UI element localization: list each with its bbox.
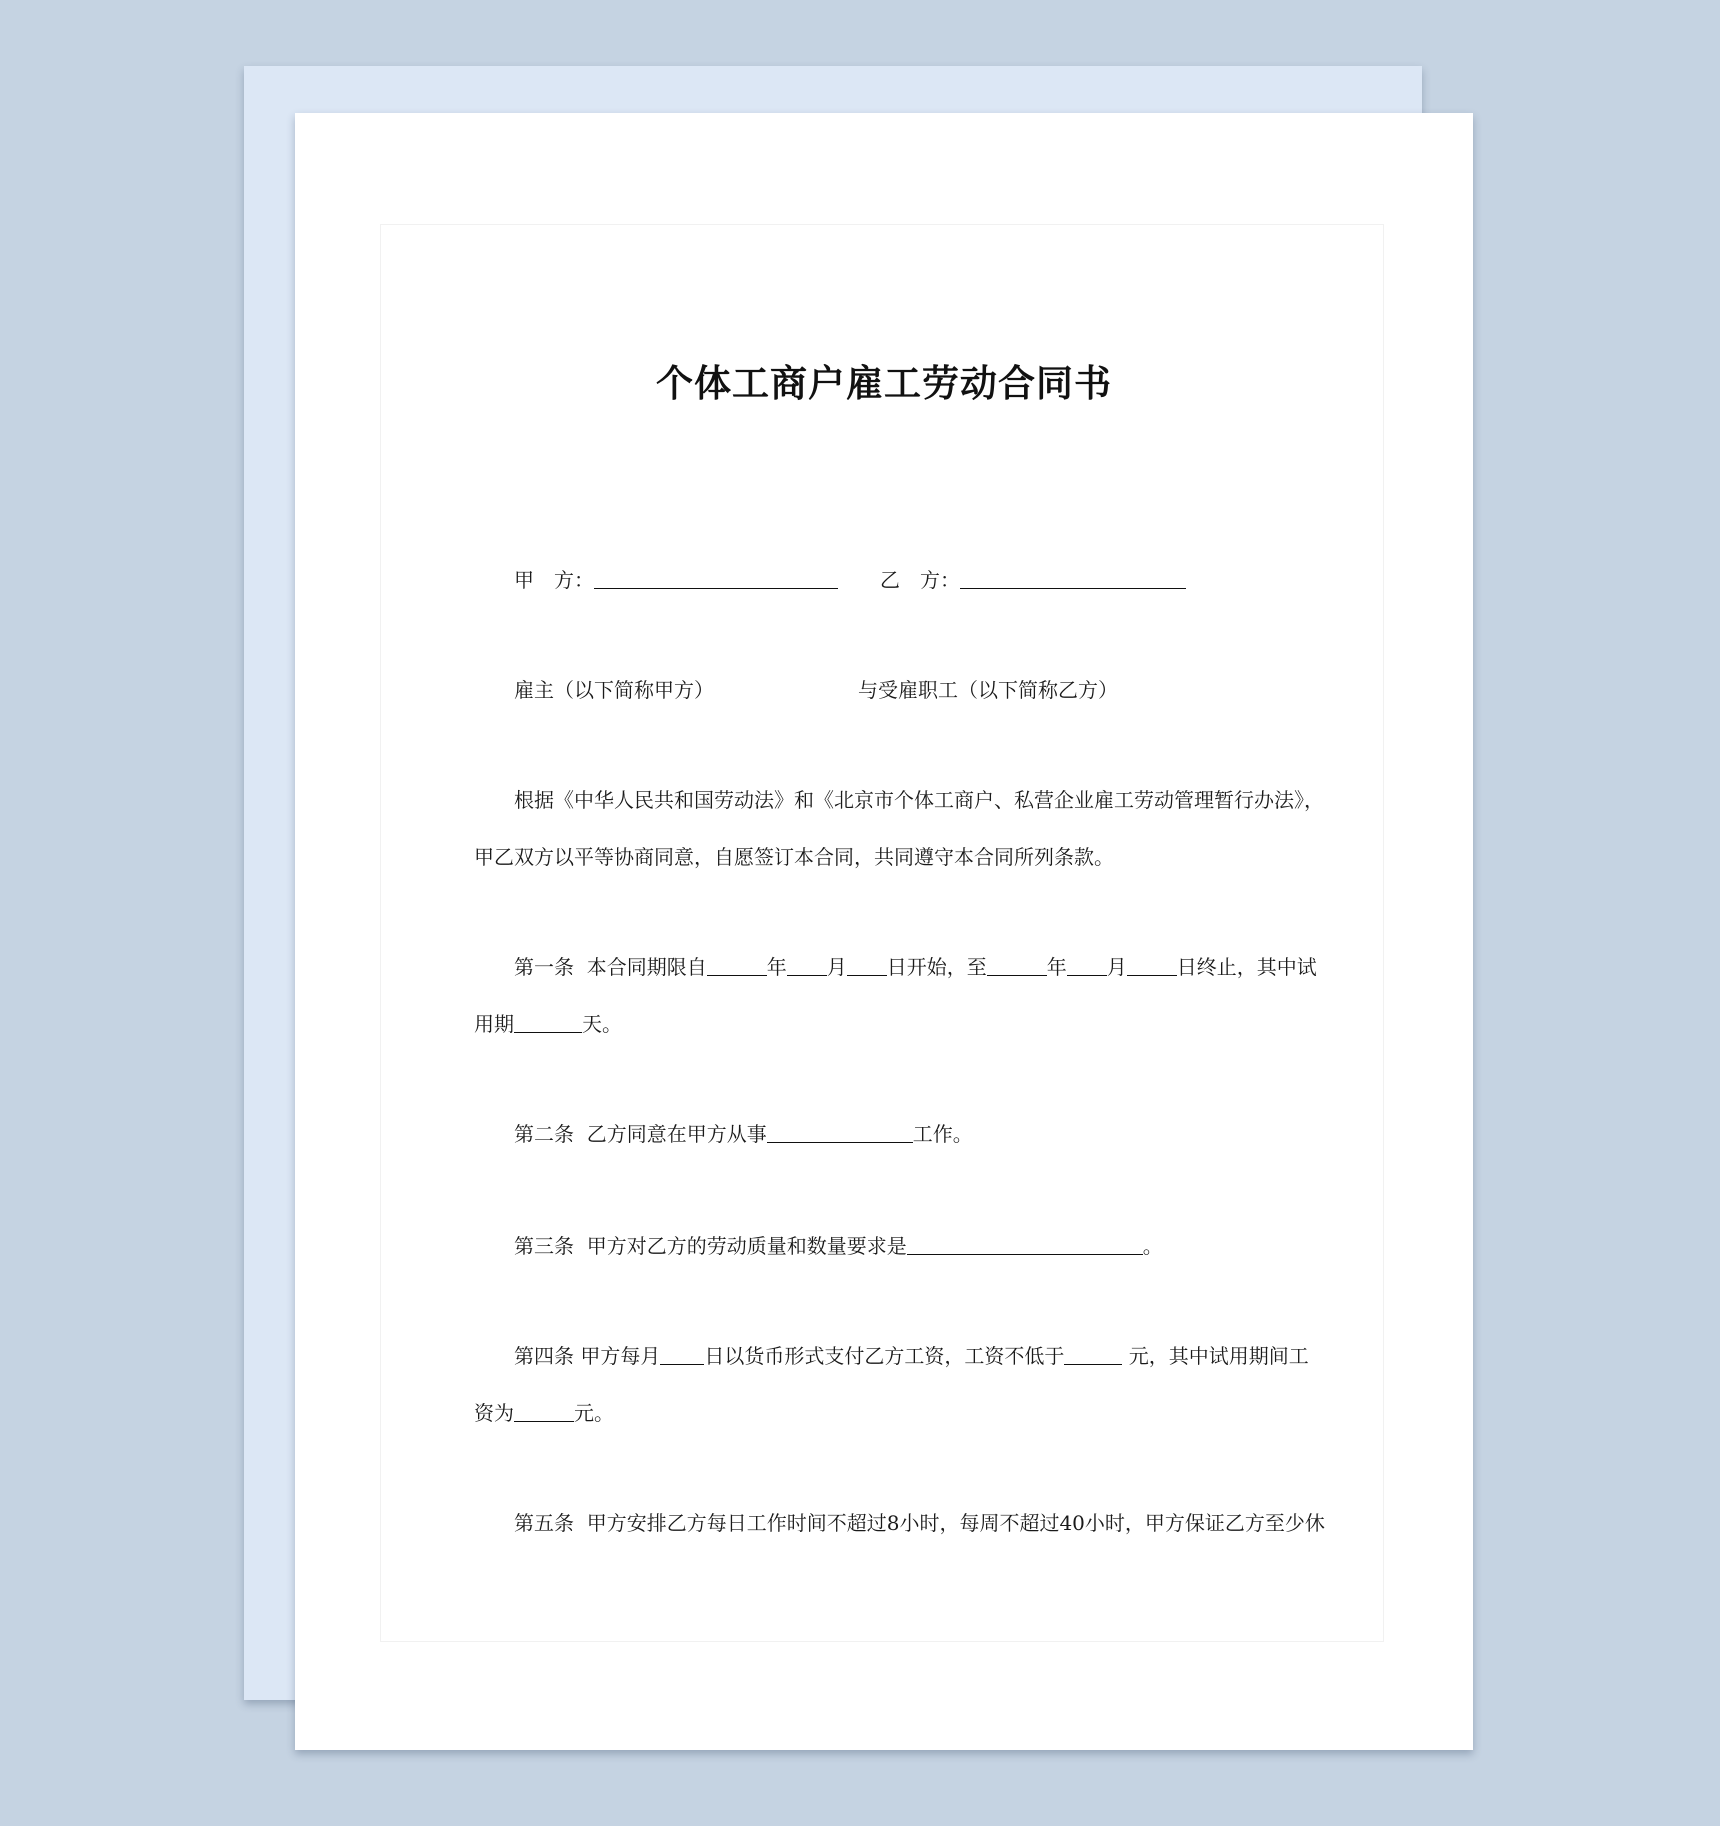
article-3-text-end: 。	[1142, 1234, 1163, 1258]
party-b-blank	[960, 568, 1186, 589]
start-year-blank	[707, 955, 767, 976]
job-blank	[767, 1122, 913, 1143]
yuan-label: 元。	[574, 1401, 614, 1425]
end-day-blank	[1127, 955, 1177, 976]
requirements-blank	[907, 1234, 1143, 1255]
article-1-line-1	[514, 953, 1317, 981]
start-month-blank	[787, 955, 827, 976]
preamble-line-1: 根据《中华人民共和国劳动法》和《北京市个体工商户、私营企业雇工劳动管理暂行办法》，	[514, 788, 1324, 812]
month-label: 月	[1106, 955, 1127, 979]
article-4-text-start: 甲方每月	[580, 1344, 661, 1368]
end-month-blank	[1067, 955, 1107, 976]
article-1-line-2	[474, 1010, 622, 1038]
article-5-text: 甲方安排乙方每日工作时间不超过8小时，每周不超过40小时，甲方保证乙方至少休	[586, 1511, 1325, 1535]
article-1-label: 第一条	[514, 955, 574, 979]
article-1-text-start: 本合同期限自	[586, 955, 707, 979]
employer-role: 雇主（以下简称甲方）	[514, 678, 714, 702]
article-2	[514, 1120, 973, 1148]
party-a-blank	[594, 568, 838, 589]
page-margin-frame	[380, 224, 1384, 1642]
trial-days-blank	[514, 1012, 582, 1033]
month-label: 月	[826, 955, 847, 979]
parties-line	[514, 566, 1186, 594]
start-day-blank	[847, 955, 887, 976]
trial-wage-blank	[514, 1401, 574, 1422]
party-a-label: 甲 方：	[514, 568, 594, 592]
document-page	[295, 113, 1473, 1750]
article-2-text-end: 工作。	[912, 1122, 973, 1146]
day-end-label: 日终止，其中试	[1176, 955, 1317, 979]
min-wage-blank	[1064, 1344, 1122, 1365]
article-4-text-mid: 日以货币形式支付乙方工资，工资不低于	[704, 1344, 1065, 1368]
year-label: 年	[1046, 955, 1067, 979]
article-4-text-end: 元，其中试用期间工	[1128, 1344, 1309, 1368]
article-4-label: 第四条	[514, 1344, 574, 1368]
days-label: 天。	[582, 1012, 622, 1036]
party-b-label: 乙 方：	[880, 568, 960, 592]
article-5-label: 第五条	[514, 1511, 574, 1535]
article-4-line-1	[514, 1342, 1309, 1370]
end-year-blank	[987, 955, 1047, 976]
employee-role: 与受雇职工（以下简称乙方）	[858, 678, 1118, 702]
article-3-text-start: 甲方对乙方的劳动质量和数量要求是	[586, 1234, 907, 1258]
trial-period-label: 用期	[474, 1012, 514, 1036]
article-4-line-2	[474, 1399, 614, 1427]
year-label: 年	[766, 955, 787, 979]
article-2-label: 第二条	[514, 1122, 574, 1146]
document-title: 个体工商户雇工劳动合同书	[656, 362, 1112, 405]
article-2-text-start: 乙方同意在甲方从事	[586, 1122, 767, 1146]
pay-day-blank	[660, 1344, 704, 1365]
day-start-label: 日开始，至	[886, 955, 987, 979]
preamble-line-2: 甲乙双方以平等协商同意，自愿签订本合同，共同遵守本合同所列条款。	[474, 845, 1114, 869]
article-3	[514, 1232, 1163, 1260]
article-5	[514, 1509, 1325, 1537]
trial-wage-label: 资为	[474, 1401, 514, 1425]
article-3-label: 第三条	[514, 1234, 574, 1258]
